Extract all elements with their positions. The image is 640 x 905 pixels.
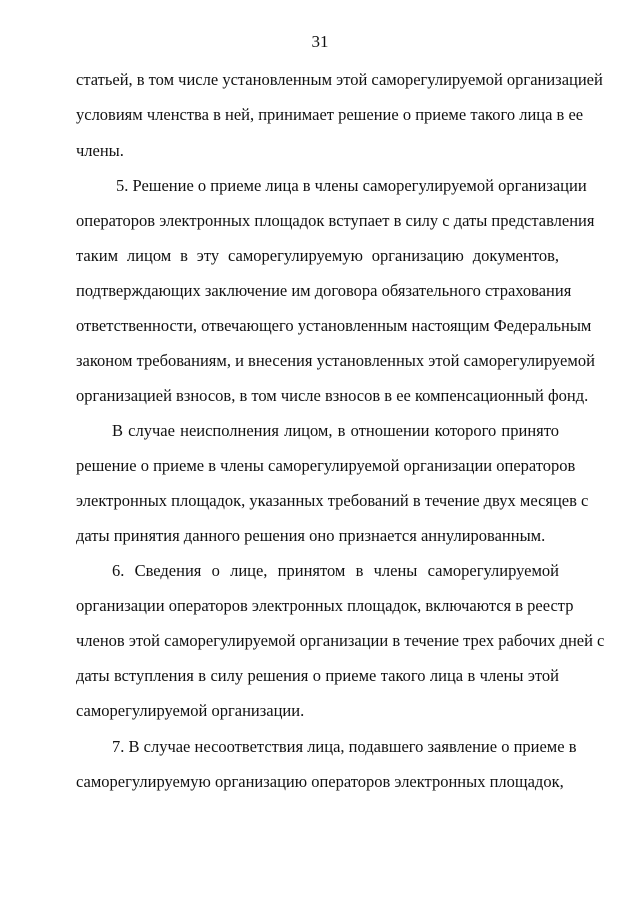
text-line: саморегулируемой организации. bbox=[76, 701, 305, 720]
text-line: 5. Решение о приеме лица в члены саморегулируемой организации bbox=[116, 176, 587, 195]
text-line: 6. Сведения о лице, принятом в члены саморегулируемой bbox=[112, 561, 559, 580]
text-line: организацией взносов, в том числе взносов в ее компенсационный фонд. bbox=[76, 386, 589, 405]
text-line: организации операторов электронных площадок, включаются в реестр bbox=[76, 596, 574, 615]
text-line: статьей, в том числе установленным этой саморегулируемой организацией bbox=[76, 70, 603, 89]
text-line: даты вступления в силу решения о приеме такого лица в члены этой bbox=[76, 666, 559, 685]
text-line: подтверждающих заключение им договора обязательного страхования bbox=[76, 281, 572, 300]
text-line: 7. В случае несоответствия лица, подавшего заявление о приеме в bbox=[112, 737, 577, 756]
text-line: законом требованиям, и внесения установленных этой саморегулируемой bbox=[76, 351, 595, 370]
text-line: В случае неисполнения лицом, в отношении которого принято bbox=[112, 421, 559, 440]
text-line: таким лицом в эту саморегулируемую организацию документов, bbox=[76, 246, 559, 265]
page-number: 31 bbox=[311, 32, 329, 51]
text-line: члены. bbox=[76, 141, 124, 160]
text-line: саморегулируемую организацию операторов электронных площадок, bbox=[76, 772, 564, 791]
text-line: членов этой саморегулируемой организации в течение трех рабочих дней с bbox=[76, 631, 605, 650]
text-line: условиям членства в ней, принимает решение о приеме такого лица в ее bbox=[76, 105, 584, 124]
text-line: ответственности, отвечающего установленным настоящим Федеральным bbox=[76, 316, 592, 335]
text-line: решение о приеме в члены саморегулируемой организации операторов bbox=[76, 456, 576, 475]
text-line: операторов электронных площадок вступает в силу с даты представления bbox=[76, 211, 595, 230]
text-line: даты принятия данного решения оно признается аннулированным. bbox=[76, 526, 546, 545]
text-line: электронных площадок, указанных требований в течение двух месяцев с bbox=[76, 491, 589, 510]
